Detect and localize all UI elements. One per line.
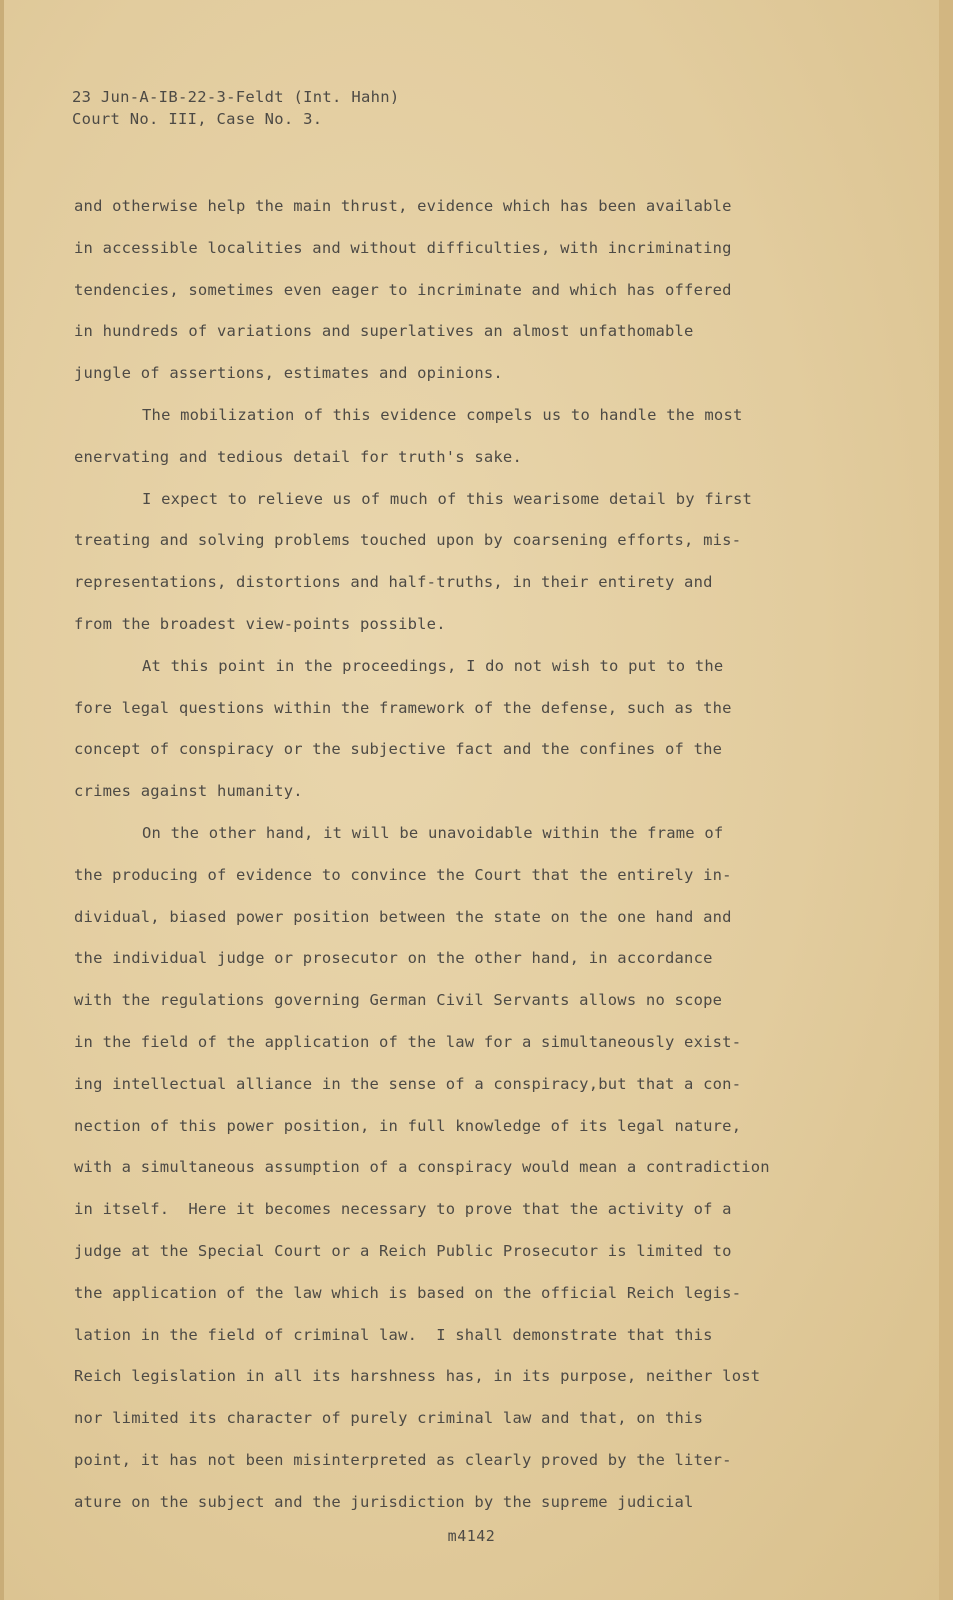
text-line: Reich legislation in all its harshness has, in its purpose, neither lost	[74, 1367, 761, 1386]
text-line: crimes against humanity.	[74, 782, 303, 801]
text-line: in hundreds of variations and superlatives an almost unfathomable	[74, 322, 694, 341]
text-line: the application of the law which is based on the official Reich legis-	[74, 1283, 742, 1302]
text-line: tendencies, sometimes even eager to incriminate and which has offered	[74, 280, 732, 299]
text-line: in itself. Here it becomes necessary to prove that the activity of a	[74, 1200, 732, 1219]
text-line: the individual judge or prosecutor on the other hand, in accordance	[74, 949, 713, 968]
text-line: enervating and tedious detail for truth's sake.	[74, 447, 522, 466]
text-line: with a simultaneous assumption of a conspiracy would mean a contradiction	[74, 1158, 770, 1177]
text-line: dividual, biased power position between the state on the one hand and	[74, 907, 732, 926]
text-line: treating and solving problems touched upon by coarsening efforts, mis-	[74, 531, 742, 550]
text-line: concept of conspiracy or the subjective fact and the confines of the	[74, 740, 723, 759]
text-line: representations, distortions and half-truths, in their entirety and	[74, 573, 713, 592]
text-line: point, it has not been misinterpreted as clearly proved by the liter-	[74, 1450, 732, 1469]
text-line: ing intellectual alliance in the sense of a conspiracy,but that a con-	[74, 1074, 742, 1093]
text-line: judge at the Special Court or a Reich Public Prosecutor is limited to	[74, 1241, 732, 1260]
text-line: ature on the subject and the jurisdiction by the supreme judicial	[74, 1492, 694, 1511]
text-line: with the regulations governing German Civil Servants allows no scope	[74, 991, 723, 1010]
text-line: The mobilization of this evidence compels us to handle the most	[142, 405, 743, 424]
text-line: nection of this power position, in full knowledge of its legal nature,	[74, 1116, 742, 1135]
text-line: and otherwise help the main thrust, evidence which has been available	[74, 197, 732, 215]
text-line: lation in the field of criminal law. I shall demonstrate that this	[74, 1325, 713, 1344]
text-line: On the other hand, it will be unavoidable within the frame of	[142, 823, 724, 842]
text-line: At this point in the proceedings, I do not wish to put to the	[142, 656, 724, 675]
page-number: m4142	[447, 1527, 496, 1545]
text-line: jungle of assertions, estimates and opinions.	[74, 364, 503, 383]
text-line: in the field of the application of the law for a simultaneously exist-	[74, 1032, 742, 1051]
text-line: in accessible localities and without difficulties, with incriminating	[74, 238, 732, 257]
text-line: nor limited its character of purely criminal law and that, on this	[74, 1409, 704, 1428]
header-line-1: 23 Jun-A-IB-22-3-Feldt (Int. Hahn)	[72, 88, 400, 106]
text-line: the producing of evidence to convince the Court that the entirely in-	[74, 865, 732, 884]
text-line: I expect to relieve us of much of this wearisome detail by first	[142, 489, 753, 508]
body-text	[74, 186, 834, 1524]
text-line: from the broadest view-points possible.	[74, 614, 446, 633]
text-line: fore legal questions within the framework of the defense, such as the	[74, 698, 732, 717]
header-line-2: Court No. III, Case No. 3.	[72, 110, 323, 128]
document-header	[72, 86, 399, 130]
